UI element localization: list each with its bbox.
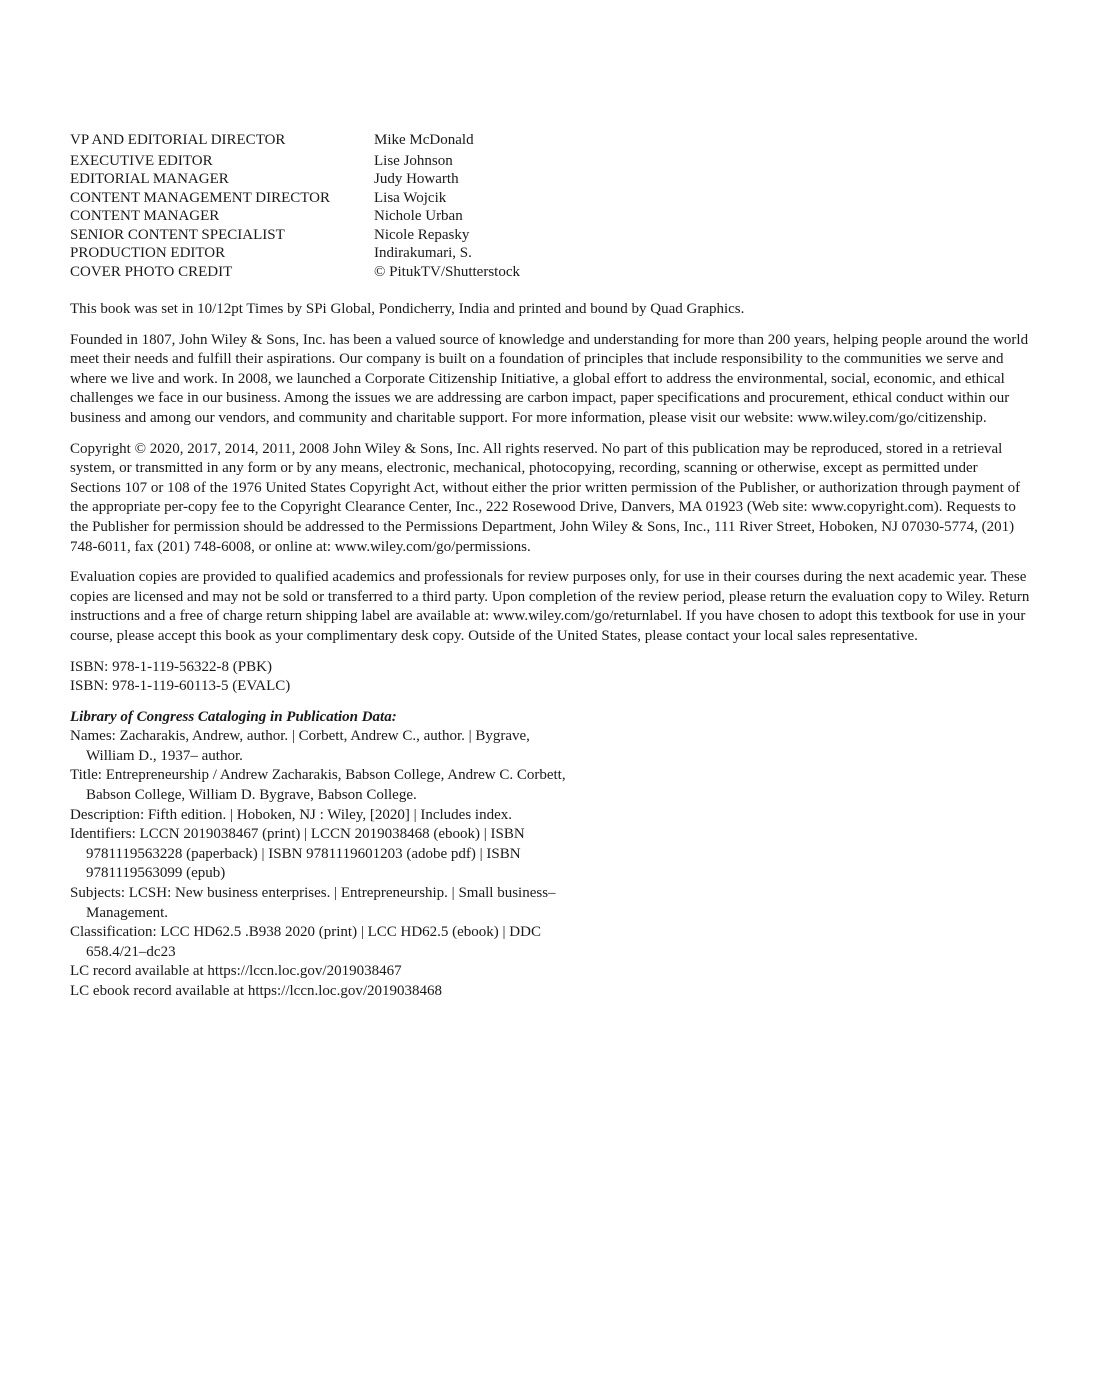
cip-entry: Identifiers: LCCN 2019038467 (print) | LCCN 2019038468 (ebook) | ISBN 9781119563228 (paperback) | ISBN 9781119601203 (adobe pdf) | ISBN 9781119563099 (epub) [70,826,525,882]
cip-entry: Subjects: LCSH: New business enterprises. | Entrepreneurship. | Small business–Management. [70,885,556,921]
credit-role: PRODUCTION EDITOR [70,245,226,261]
credit-name: Nichole Urban [374,208,463,224]
cip-entry: Title: Entrepreneurship / Andrew Zacharakis, Babson College, Andrew C. Corbett, Babson College, William D. Bygrave, Babson College. [70,767,566,804]
credit-name: Judy Howarth [374,171,459,187]
credit-role: EXECUTIVE EDITOR [70,152,213,169]
credit-role: COVER PHOTO CREDIT [70,263,233,280]
cip-entry: Names: Zacharakis, Andrew, author. | Corbett, Andrew C., author. | Bygrave, William D., 1937– author. [70,728,530,764]
isbn-line: ISBN: 978-1-119-56322-8 (PBK) [70,658,272,675]
cip-entry: LC record available at https://lccn.loc.gov/2019038467 [70,963,402,980]
credit-name: © PitukTV/Shutterstock [374,263,520,280]
credit-role: EDITORIAL MANAGER [70,171,229,187]
credits-table [70,131,1030,281]
credit-name: Nicole Repasky [374,226,470,243]
credit-name: Mike McDonald [374,132,474,148]
cip-entries [70,727,570,1001]
evaluation-copies-paragraph: Evaluation copies are provided to qualified academics and professionals for review purposes only, for use in their courses during the next academic year. These copies are licensed and may not be sold or transferred to a third party. Upon completion of the review period, please return the evaluation copy to Wiley. Return instructions and a free of charge return shipping label are available at: www.wiley.com/go/returnlabel. If you have chosen to adopt this textbook for use in your course, please accept this book as your complimentary desk copy. Outside of the United States, please contact your local sales representative. [70,569,1030,644]
credit-role: CONTENT MANAGER [70,208,220,224]
credit-role: VP AND EDITORIAL DIRECTOR [70,132,286,148]
credit-name: Lisa Wojcik [374,189,447,206]
cip-entry: LC ebook record available at https://lccn.loc.gov/2019038468 [70,983,442,999]
cip-entry: Description: Fifth edition. | Hoboken, NJ : Wiley, [2020] | Includes index. [70,806,513,823]
typesetting-note: This book was set in 10/12pt Times by SPi Global, Pondicherry, India and printed and bound by Quad Graphics. [70,301,745,317]
isbn-list [70,658,1030,697]
credit-role: CONTENT MANAGEMENT DIRECTOR [70,189,331,206]
credit-role: SENIOR CONTENT SPECIALIST [70,226,285,243]
copyright-page [70,131,1030,1002]
isbn-line: ISBN: 978-1-119-60113-5 (EVALC) [70,678,291,695]
corporate-citizenship-paragraph: Founded in 1807, John Wiley & Sons, Inc. has been a valued source of knowledge and understanding for more than 200 years, helping people around the world meet their needs and fulfill their aspirations. Our company is built on a foundation of principles that include responsibility to the communities we serve and where we live and work. In 2008, we launched a Corporate Citizenship Initiative, a global effort to address the environmental, social, economic, and ethical challenges we face in our business. Among the issues we are addressing are carbon impact, paper specifications and procurement, ethical conduct within our business and among our vendors, and community and charitable support. For more information, please visit our website: www.wiley.com/go/citizenship. [70,331,1029,426]
credit-name: Indirakumari, S. [374,245,472,261]
credit-name: Lise Johnson [374,152,453,169]
cip-heading: Library of Congress Cataloging in Publication Data: [70,708,397,725]
cip-entry: Classification: LCC HD62.5 .B938 2020 (print) | LCC HD62.5 (ebook) | DDC 658.4/21–dc23 [70,924,541,960]
copyright-paragraph: Copyright © 2020, 2017, 2014, 2011, 2008 John Wiley & Sons, Inc. All rights reserved. No part of this publication may be reproduced, stored in a retrieval system, or transmitted in any form or by any means, electronic, mechanical, photocopying, recording, scanning or otherwise, except as permitted under Sections 107 or 108 of the 1976 United States Copyright Act, without either the prior written permission of the Publisher, or authorization through payment of the appropriate per-copy fee to the Copyright Clearance Center, Inc., 222 Rosewood Drive, Danvers, MA 01923 (Web site: www.copyright.com). Requests to the Publisher for permission should be addressed to the Permissions Department, John Wiley & Sons, Inc., 111 River Street, Hoboken, NJ 07030-5774, (201) 748-6011, fax (201) 748-6008, or online at: www.wiley.com/go/permissions. [70,440,1021,555]
